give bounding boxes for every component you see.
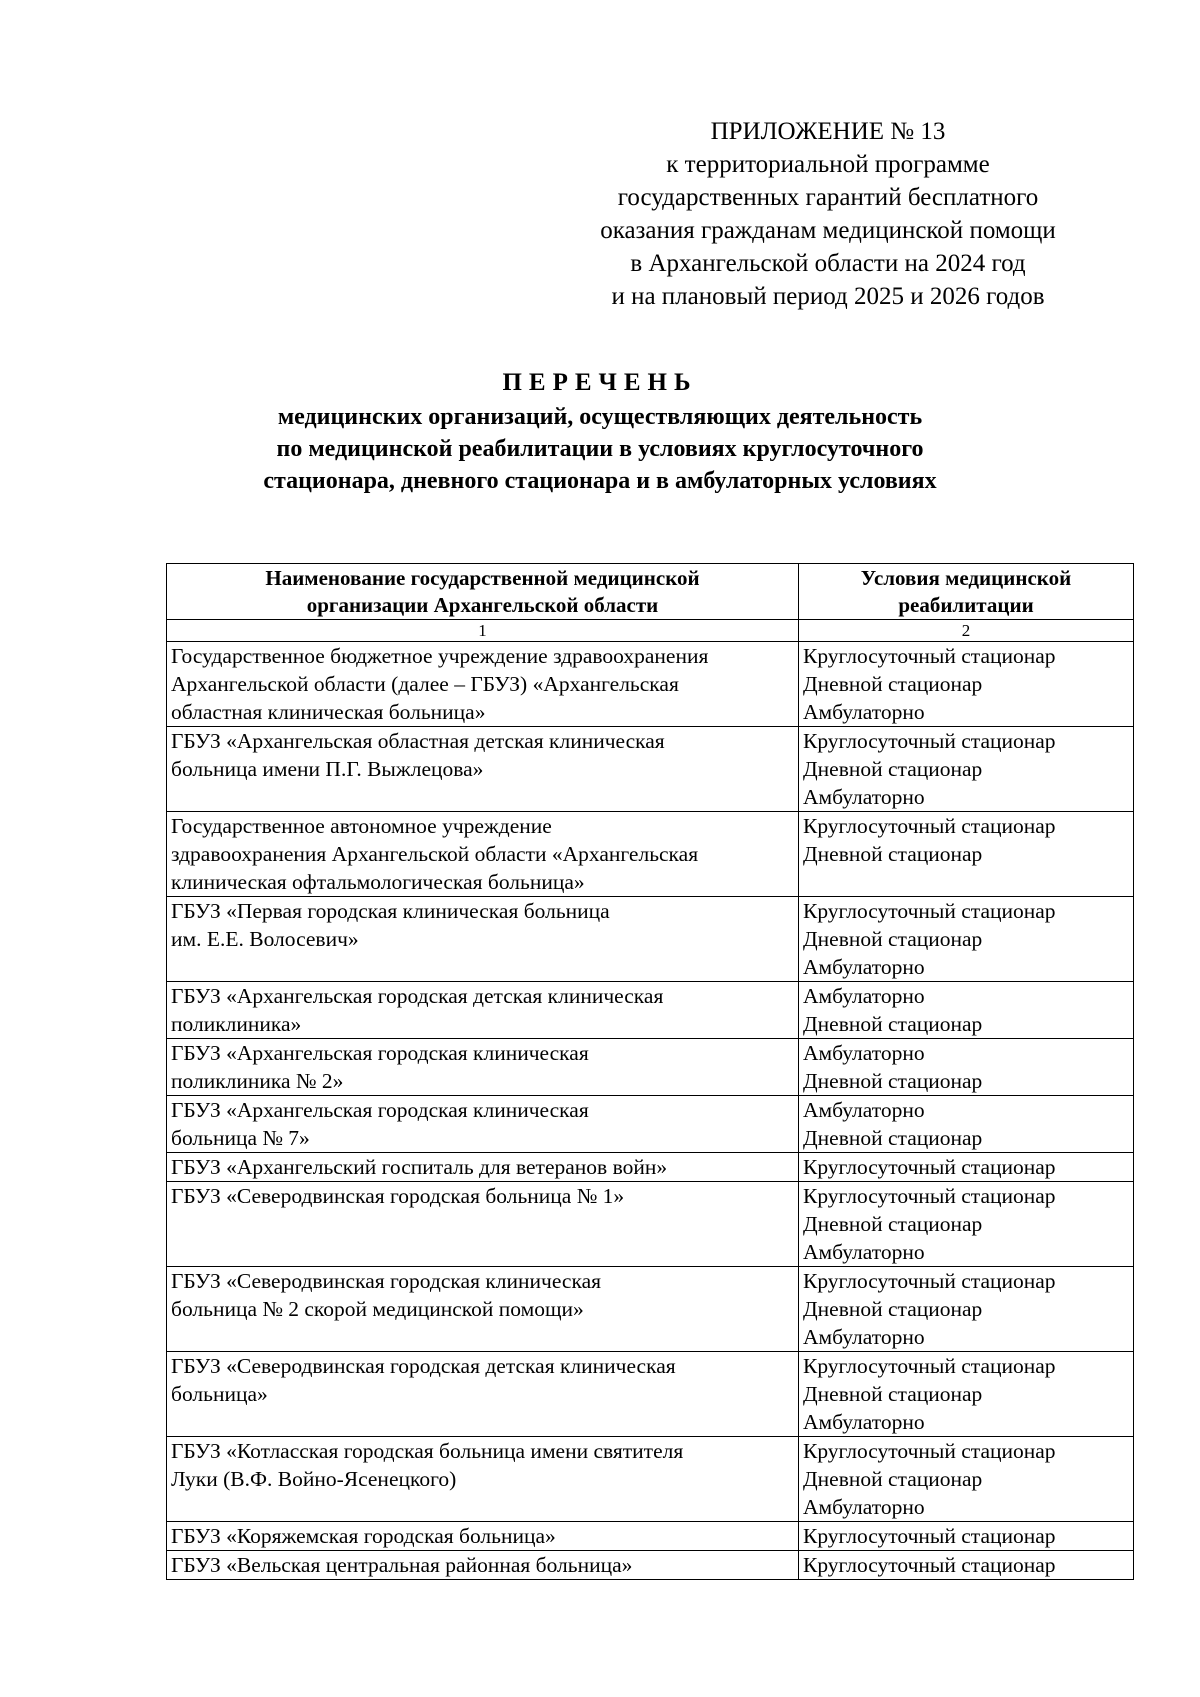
condition-line: Круглосуточный стационар (803, 1155, 1056, 1179)
appendix-block (540, 115, 1116, 313)
organization-line: ГБУЗ «Архангельский госпиталь для ветеранов войн» (171, 1155, 668, 1179)
table-row (167, 1352, 1134, 1437)
title-line: медицинских организаций, осуществляющих деятельность (277, 404, 923, 430)
condition-line: Дневной стационар (803, 842, 983, 866)
table-row (167, 642, 1134, 727)
appendix-line: оказания гражданам медицинской помощи (600, 217, 1056, 244)
organizations-table (166, 563, 1134, 1580)
appendix-line: к территориальной программе (666, 151, 990, 178)
organization-line: больница № 2 скорой медицинской помощи» (171, 1297, 584, 1321)
organization-cell (167, 1182, 799, 1267)
table-row (167, 982, 1134, 1039)
organization-line: здравоохранения Архангельской области «Архангельская (171, 842, 699, 866)
condition-line: Дневной стационар (803, 1126, 983, 1150)
organization-line: ГБУЗ «Архангельская городская клиническая (171, 1098, 589, 1122)
appendix-line: в Архангельской области на 2024 год (630, 250, 1026, 277)
organization-cell (167, 1267, 799, 1352)
condition-line: Амбулаторно (803, 785, 925, 809)
condition-line: Амбулаторно (803, 1240, 925, 1264)
conditions-cell (799, 1039, 1134, 1096)
table-row (167, 1267, 1134, 1352)
condition-line: Дневной стационар (803, 1012, 983, 1036)
organization-line: ГБУЗ «Архангельская областная детская клиническая (171, 729, 665, 753)
organization-line: ГБУЗ «Архангельская городская детская клиническая (171, 984, 664, 1008)
column-number: 2 (799, 620, 1134, 642)
table-row (167, 897, 1134, 982)
conditions-cell (799, 1153, 1134, 1182)
condition-line: Дневной стационар (803, 1069, 983, 1093)
table-row (167, 727, 1134, 812)
condition-line: Амбулаторно (803, 955, 925, 979)
conditions-cell (799, 1352, 1134, 1437)
organization-line: Государственное автономное учреждение (171, 814, 552, 838)
organization-cell (167, 1153, 799, 1182)
organization-line: ГБУЗ «Северодвинская городская больница № 1» (171, 1184, 625, 1208)
organization-cell (167, 1522, 799, 1551)
conditions-cell (799, 1522, 1134, 1551)
condition-line: Круглосуточный стационар (803, 729, 1056, 753)
condition-line: Дневной стационар (803, 672, 983, 696)
organization-line: поликлиника» (171, 1012, 302, 1036)
appendix-line: государственных гарантий бесплатного (617, 184, 1039, 211)
conditions-cell (799, 812, 1134, 897)
organization-line: им. Е.Е. Волосевич» (171, 927, 359, 951)
condition-line: Круглосуточный стационар (803, 1553, 1056, 1577)
conditions-cell (799, 1267, 1134, 1352)
table-header-row (167, 564, 1134, 620)
table-row (167, 1039, 1134, 1096)
conditions-cell (799, 897, 1134, 982)
organization-line: больница № 7» (171, 1126, 310, 1150)
header-conditions (799, 564, 1134, 620)
conditions-cell (799, 642, 1134, 727)
organization-line: ГБУЗ «Вельская центральная районная больница» (171, 1553, 633, 1577)
conditions-cell (799, 982, 1134, 1039)
header-line: Наименование государственной медицинской (265, 566, 700, 590)
condition-line: Дневной стационар (803, 927, 983, 951)
condition-line: Амбулаторно (803, 700, 925, 724)
conditions-cell (799, 1096, 1134, 1153)
condition-line: Амбулаторно (803, 984, 925, 1008)
document-title (0, 367, 1200, 497)
organization-line: ГБУЗ «Северодвинская городская детская клиническая (171, 1354, 676, 1378)
organization-line: ГБУЗ «Котласская городская больница имени святителя (171, 1439, 684, 1463)
organization-line: Архангельской области (далее – ГБУЗ) «Архангельская (171, 672, 679, 696)
table-row (167, 1522, 1134, 1551)
header-line: реабилитации (898, 593, 1034, 617)
organization-cell (167, 812, 799, 897)
column-number-row (167, 620, 1134, 642)
condition-line: Круглосуточный стационар (803, 1439, 1056, 1463)
table-row (167, 1153, 1134, 1182)
organization-line: ГБУЗ «Первая городская клиническая больница (171, 899, 610, 923)
condition-line: Круглосуточный стационар (803, 1184, 1056, 1208)
organization-line: областная клиническая больница» (171, 700, 486, 724)
organization-cell (167, 727, 799, 812)
condition-line: Круглосуточный стационар (803, 1354, 1056, 1378)
table-row (167, 1096, 1134, 1153)
table-row (167, 1551, 1134, 1580)
organization-line: ГБУЗ «Коряжемская городская больница» (171, 1524, 556, 1548)
header-organization (167, 564, 799, 620)
table-row (167, 1437, 1134, 1522)
organization-cell (167, 1096, 799, 1153)
condition-line: Круглосуточный стационар (803, 1524, 1056, 1548)
table-body (167, 642, 1134, 1580)
table-row (167, 1182, 1134, 1267)
condition-line: Амбулаторно (803, 1325, 925, 1349)
header-line: организации Архангельской области (306, 593, 659, 617)
conditions-cell (799, 1551, 1134, 1580)
condition-line: Амбулаторно (803, 1041, 925, 1065)
title-line: по медицинской реабилитации в условиях круглосуточного (276, 436, 924, 462)
organization-cell (167, 1551, 799, 1580)
organization-cell (167, 642, 799, 727)
condition-line: Дневной стационар (803, 1212, 983, 1236)
condition-line: Дневной стационар (803, 1297, 983, 1321)
condition-line: Круглосуточный стационар (803, 644, 1056, 668)
column-number: 1 (167, 620, 799, 642)
organization-line: больница» (171, 1382, 268, 1406)
conditions-cell (799, 727, 1134, 812)
conditions-cell (799, 1437, 1134, 1522)
condition-line: Амбулаторно (803, 1410, 925, 1434)
header-line: Условия медицинской (860, 566, 1072, 590)
appendix-line: и на плановый период 2025 и 2026 годов (611, 283, 1045, 310)
organization-line: поликлиника № 2» (171, 1069, 344, 1093)
condition-line: Круглосуточный стационар (803, 814, 1056, 838)
condition-line: Дневной стационар (803, 757, 983, 781)
condition-line: Круглосуточный стационар (803, 899, 1056, 923)
organization-line: Луки (В.Ф. Войно-Ясенецкого) (171, 1467, 457, 1491)
organization-cell (167, 982, 799, 1039)
table-row (167, 812, 1134, 897)
condition-line: Амбулаторно (803, 1495, 925, 1519)
organization-line: ГБУЗ «Северодвинская городская клиническая (171, 1269, 602, 1293)
organization-cell (167, 1039, 799, 1096)
organization-line: ГБУЗ «Архангельская городская клиническая (171, 1041, 589, 1065)
organization-line: клиническая офтальмологическая больница» (171, 870, 585, 894)
organization-line: больница имени П.Г. Выжлецова» (171, 757, 484, 781)
organization-cell (167, 1437, 799, 1522)
condition-line: Круглосуточный стационар (803, 1269, 1056, 1293)
title-line: стационара, дневного стационара и в амбулаторных условиях (263, 468, 937, 494)
conditions-cell (799, 1182, 1134, 1267)
title-heading: ПЕРЕЧЕНЬ (502, 369, 698, 396)
appendix-line: ПРИЛОЖЕНИЕ № 13 (710, 118, 946, 145)
condition-line: Дневной стационар (803, 1382, 983, 1406)
condition-line: Дневной стационар (803, 1467, 983, 1491)
condition-line: Амбулаторно (803, 1098, 925, 1122)
organization-cell (167, 1352, 799, 1437)
organization-cell (167, 897, 799, 982)
organization-line: Государственное бюджетное учреждение здравоохранения (171, 644, 709, 668)
